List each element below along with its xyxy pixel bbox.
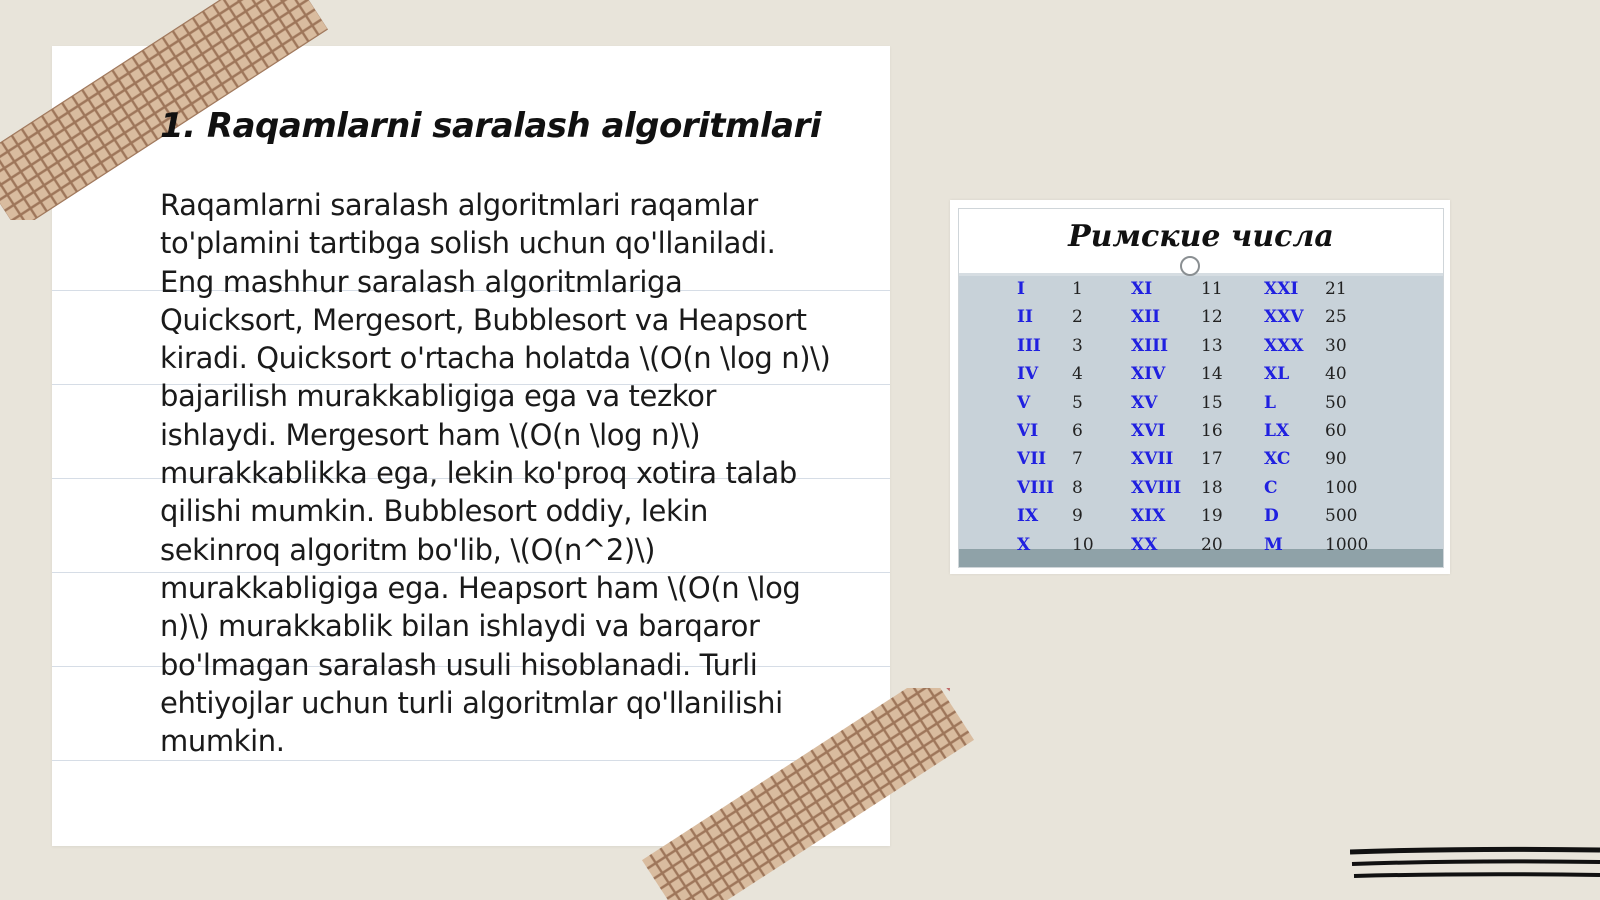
roman-numeral: XI <box>1131 279 1153 299</box>
arabic-number: 2 <box>1072 307 1083 328</box>
roman-numeral: XL <box>1264 364 1290 385</box>
arabic-number: 25 <box>1325 307 1347 328</box>
roman-numeral: X <box>1017 534 1031 555</box>
arabic-number: 60 <box>1325 421 1347 441</box>
roman-numeral: M <box>1264 534 1283 555</box>
arabic-number: 6 <box>1072 421 1083 441</box>
arabic-number: 13 <box>1201 335 1223 356</box>
rotate-handle-icon[interactable] <box>1180 256 1200 276</box>
roman-numeral: IV <box>1017 364 1039 385</box>
arabic-number: 12 <box>1201 307 1223 328</box>
arabic-number: 16 <box>1201 421 1223 441</box>
roman-numeral: C <box>1264 477 1278 498</box>
roman-numerals-image[interactable] <box>950 200 1450 574</box>
roman-numeral: L <box>1264 392 1276 413</box>
roman-numeral: XVII <box>1131 449 1174 470</box>
image-header <box>959 209 1443 276</box>
arabic-number: 17 <box>1201 449 1223 470</box>
arabic-number: 9 <box>1072 506 1083 527</box>
decorative-brush-lines <box>1350 846 1600 890</box>
arabic-number: 7 <box>1072 449 1083 470</box>
roman-numeral: I <box>1017 279 1025 299</box>
roman-numeral: V <box>1017 392 1031 413</box>
arabic-number: 10 <box>1072 534 1094 555</box>
arabic-number: 14 <box>1201 364 1223 385</box>
arabic-number: 18 <box>1201 477 1223 498</box>
roman-numeral: XX <box>1131 534 1158 555</box>
slide-title: 1. Raqamlarni saralash algoritmlari <box>160 106 821 146</box>
arabic-number: 1000 <box>1325 534 1369 555</box>
roman-numeral: XXX <box>1264 335 1304 356</box>
roman-numeral: VII <box>1017 449 1047 470</box>
roman-numeral: LX <box>1264 421 1290 441</box>
arabic-number: 20 <box>1201 534 1223 555</box>
arabic-number: 8 <box>1072 477 1083 498</box>
image-title: Римские числа <box>1068 219 1334 254</box>
roman-numeral: XVI <box>1131 421 1166 441</box>
body-paragraph: Raqamlarni saralash algoritmlari raqamlar to'plamini tartibga solish uchun qo'llaniladi. Eng mashhur saralash algoritmlariga Quicksort, Mergesort, Bubblesort va Heapsort kiradi. Quicksort o'rtacha holatda \(O(n \log n)\) bajarilish murakkabligiga ega va tezkor ishlaydi. Mergesort ham \(O(n \log n)\) murakkablikka ega, lekin ko'proq xotira talab qilishi mumkin. Bubblesort oddiy, lekin sekinroq algoritm bo'lib, \(O(n^2)\) murakkabligiga ega. Heapsort ham \(O(n \log n)\) murakkablik bilan ishlaydi va barqaror bo'lmagan saralash usuli hisoblanadi. Turli ehtiyojlar uchun turli algoritmlar qo'llanilishi mumkin. <box>160 188 831 759</box>
arabic-number: 5 <box>1072 392 1083 413</box>
roman-numeral: XV <box>1131 392 1158 413</box>
roman-numeral: XC <box>1264 449 1291 470</box>
arabic-number: 21 <box>1325 279 1347 299</box>
roman-numeral: VI <box>1017 421 1039 441</box>
image-content <box>958 208 1444 568</box>
roman-numeral: D <box>1264 506 1279 527</box>
roman-numeral: XXI <box>1264 279 1299 299</box>
roman-numeral: XVIII <box>1131 477 1182 498</box>
roman-numeral: VIII <box>1017 477 1055 498</box>
arabic-number: 11 <box>1201 279 1223 299</box>
roman-numeral: XII <box>1131 307 1161 328</box>
arabic-number: 1 <box>1072 279 1083 299</box>
roman-numeral: II <box>1017 307 1033 328</box>
arabic-number: 30 <box>1325 335 1347 356</box>
arabic-number: 100 <box>1325 477 1358 498</box>
roman-numeral: IX <box>1017 506 1039 527</box>
arabic-number: 50 <box>1325 392 1347 413</box>
roman-numeral: XIII <box>1131 335 1169 356</box>
arabic-number: 4 <box>1072 364 1083 385</box>
arabic-number: 19 <box>1201 506 1223 527</box>
roman-numeral: XIX <box>1131 506 1166 527</box>
arabic-number: 40 <box>1325 364 1347 385</box>
arabic-number: 15 <box>1201 392 1223 413</box>
roman-numeral: XIV <box>1131 364 1166 385</box>
arabic-number: 90 <box>1325 449 1347 470</box>
arabic-number: 3 <box>1072 335 1083 356</box>
arabic-number: 500 <box>1325 506 1358 527</box>
roman-numeral: III <box>1017 335 1041 356</box>
roman-numeral: XXV <box>1264 307 1304 328</box>
